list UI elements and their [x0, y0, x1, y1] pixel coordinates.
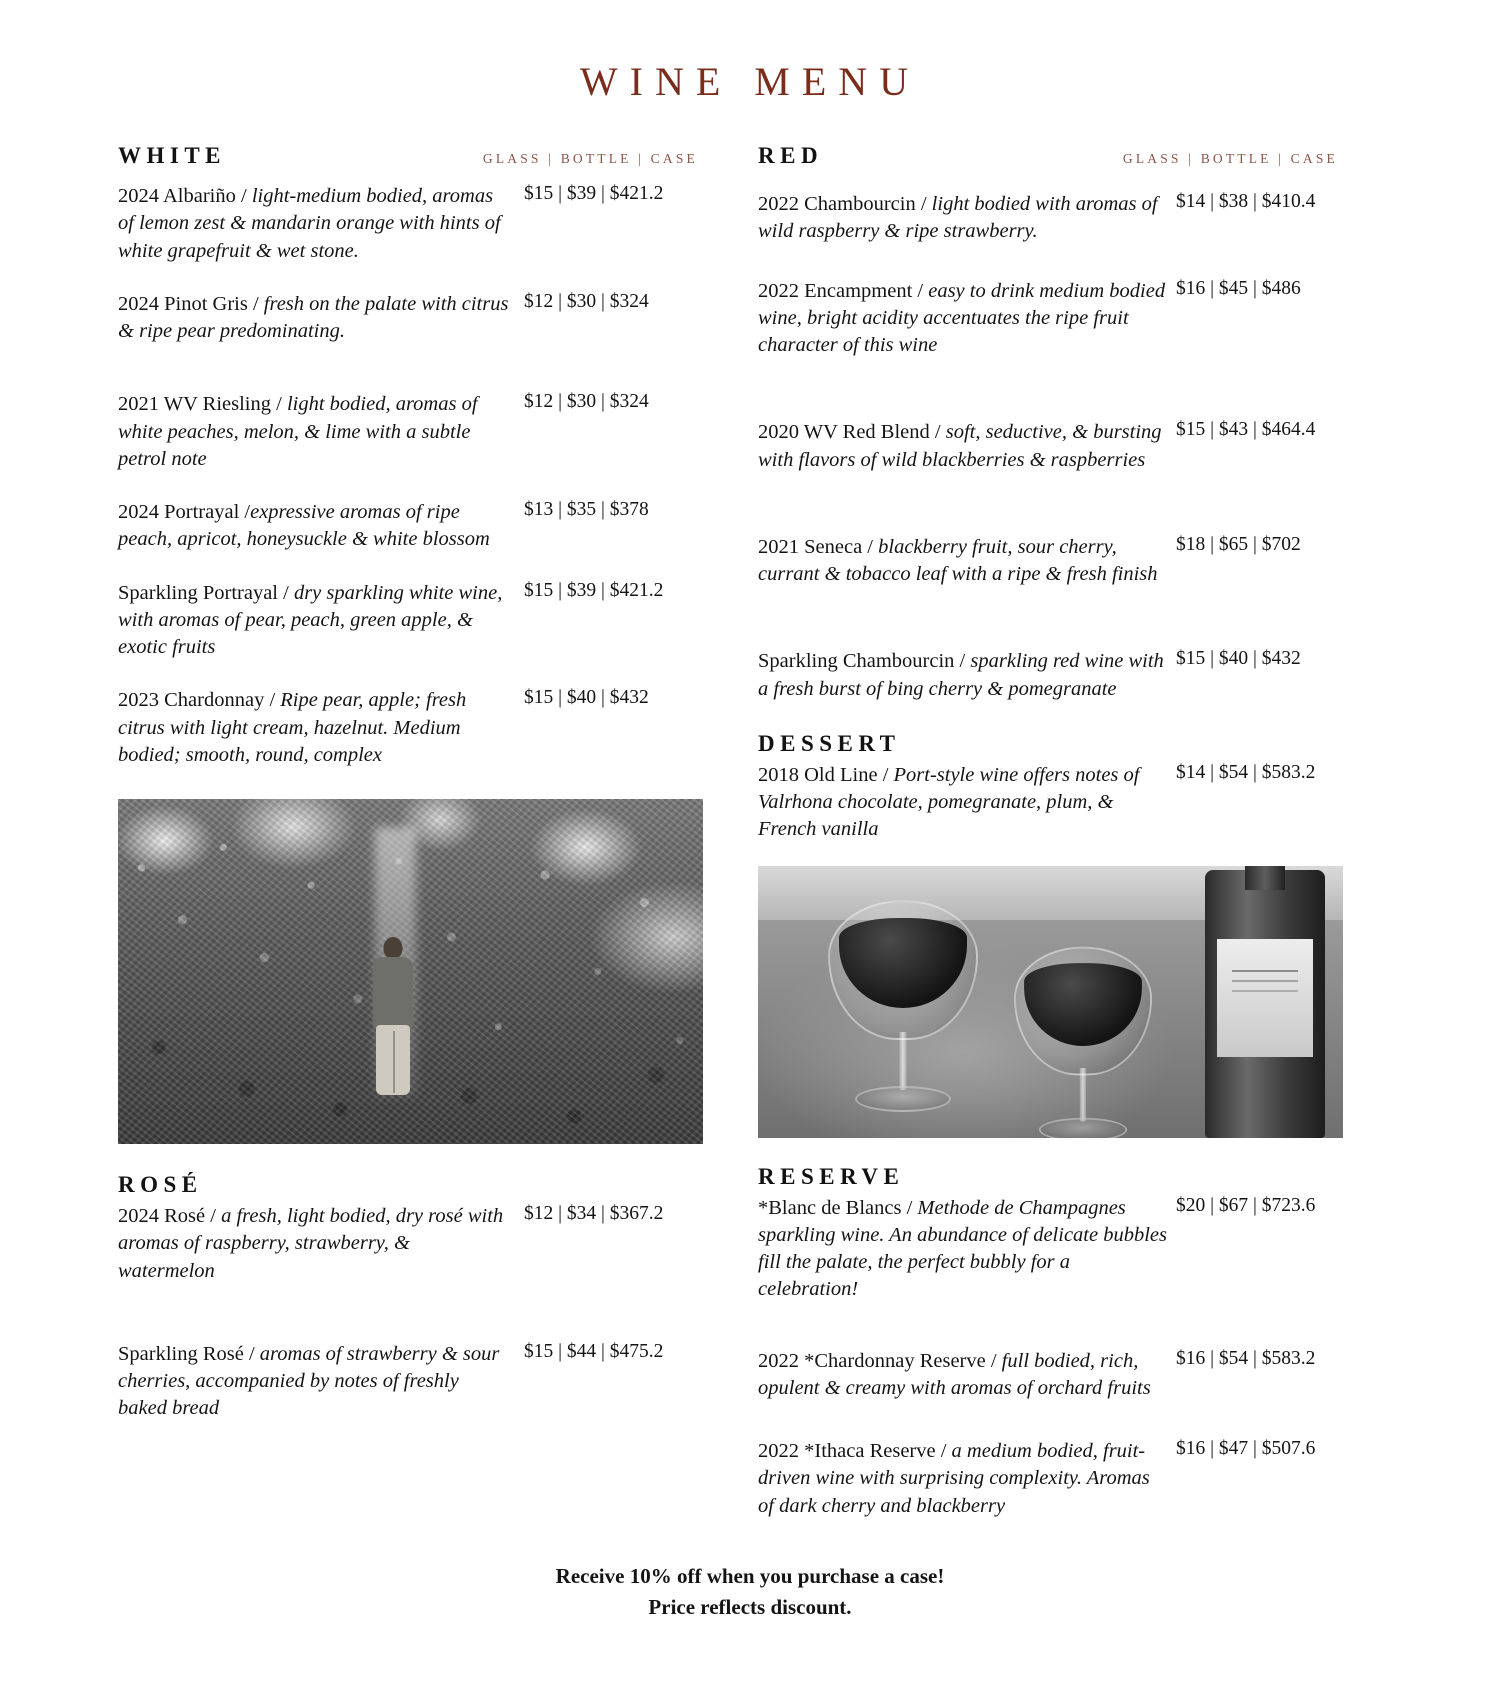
wine-description	[118, 391, 510, 473]
wine-description	[118, 1203, 510, 1285]
wine-note: full bodied, rich, opulent & creamy with aromas of orchard fruits	[758, 1349, 1151, 1399]
wine-note: light bodied, aromas of white peaches, melon, & lime with a subtle petrol note	[118, 393, 478, 470]
wine-description	[118, 1341, 510, 1423]
wine-name: *Blanc de Blancs /	[758, 1196, 918, 1219]
wine-note: blackberry fruit, sour cherry, currant & tobacco leaf with a ripe & fresh finish	[758, 535, 1158, 585]
wine-note: Ripe pear, apple; fresh citrus with light cream, hazelnut. Medium bodied; smooth, round, complex	[118, 689, 467, 766]
wine-price: $15 | $40 | $432	[1176, 648, 1301, 670]
wine-price: $16 | $54 | $583.2	[1176, 1347, 1316, 1369]
section-title-rose: ROSÉ	[118, 1172, 203, 1197]
vineyard-photo	[118, 799, 703, 1144]
glass-stem	[1080, 1068, 1086, 1121]
wine-name: 2022 Encampment /	[758, 279, 929, 302]
menu-columns	[0, 143, 1500, 1520]
list-item	[758, 419, 1338, 474]
wine-name: 2024 Albariño /	[118, 185, 252, 207]
wine-price: $12 | $30 | $324	[524, 391, 649, 413]
list-item	[118, 391, 698, 473]
wine-description	[758, 534, 1170, 589]
wine-description	[118, 687, 510, 769]
glass-bowl	[1014, 946, 1152, 1075]
price-legend-red: GLASS | BOTTLE | CASE	[1122, 151, 1338, 166]
wine-name: 2022 *Ithaca Reserve /	[758, 1440, 952, 1462]
wine-note: soft, seductive, & bursting with flavors of wild blackberries & raspberries	[758, 421, 1162, 471]
wine-note: a medium bodied, fruit-driven wine with surprising complexity. Aromas of dark cherry and blackberry	[758, 1440, 1150, 1517]
wine-price: $15 | $44 | $475.2	[524, 1340, 664, 1362]
section-header-white	[118, 143, 698, 169]
wine-note: aromas of strawberry & sour cherries, accompanied by notes of freshly baked bread	[118, 1342, 500, 1420]
section-header-red	[758, 143, 1338, 169]
wine-name: Sparkling Chambourcin /	[758, 650, 971, 673]
list-item	[118, 1341, 698, 1423]
list-item	[118, 687, 698, 769]
wine-name: 2022 Chambourcin /	[758, 193, 932, 215]
bottle-neck	[1245, 866, 1285, 890]
wine-note: Port-style wine offers notes of Valrhona chocolate, pomegranate, plum, & French vanilla	[758, 763, 1140, 841]
wine-list-white	[118, 183, 698, 769]
wine-description	[758, 191, 1170, 246]
glass-stem	[900, 1032, 907, 1090]
wine-price: $16 | $45 | $486	[1176, 277, 1301, 299]
wine-price: $12 | $30 | $324	[524, 290, 649, 312]
figure-torso	[373, 957, 413, 1029]
section-title-red: RED	[758, 143, 824, 168]
footer-line-1: Receive 10% off when you purchase a case!	[555, 1564, 945, 1589]
glass-bowl	[828, 900, 978, 1040]
glass-wine-fill	[839, 918, 968, 1008]
page-title: WINE MENU	[579, 59, 921, 104]
wine-name: 2024 Rosé /	[118, 1205, 222, 1227]
wine-note: a fresh, light bodied, dry rosé with aromas of raspberry, strawberry, & watermelon	[118, 1205, 504, 1282]
wine-glass-middle	[1014, 946, 1152, 1137]
wine-price: $15 | $39 | $421.2	[524, 579, 664, 601]
wine-list-reserve	[758, 1195, 1338, 1520]
section-title-dessert: DESSERT	[758, 730, 901, 756]
wine-note: expressive aromas of ripe peach, apricot, honeysuckle & white blossom	[118, 501, 490, 551]
wine-note: dry sparkling white wine, with aromas of pear, peach, green apple, & exotic fruits	[118, 581, 503, 658]
list-item	[758, 191, 1338, 246]
figure-head	[383, 937, 402, 959]
wine-description	[758, 1438, 1170, 1520]
wine-price: $14 | $38 | $410.4	[1176, 191, 1316, 212]
glass-wine-fill	[1024, 963, 1142, 1046]
wine-description	[118, 499, 510, 554]
wine-price: $15 | $40 | $432	[524, 687, 649, 709]
column-divider-space	[698, 143, 758, 1520]
wine-list-dessert	[758, 762, 1338, 844]
wine-list-rose	[118, 1203, 698, 1423]
wine-description	[758, 1195, 1170, 1304]
wine-note: Methode de Champagnes sparkling wine. An abundance of delicate bubbles fill the palate, the perfect bubbly for a celebration!	[758, 1196, 1167, 1301]
left-column	[118, 143, 698, 1520]
list-item	[758, 1195, 1338, 1304]
list-item	[118, 183, 698, 265]
list-item	[758, 278, 1338, 360]
wine-bottle	[1205, 870, 1325, 1138]
bottle-label	[1217, 939, 1313, 1057]
wine-glasses-photo	[758, 866, 1343, 1138]
section-title-white: WHITE	[118, 143, 227, 168]
wine-name: Sparkling Rosé /	[118, 1342, 260, 1365]
wine-description	[758, 1348, 1170, 1403]
glass-foot	[1039, 1117, 1127, 1137]
wine-description	[118, 580, 510, 662]
figure-legs	[376, 1025, 410, 1095]
list-item	[758, 534, 1338, 589]
wine-price: $18 | $65 | $702	[1176, 533, 1301, 555]
list-item	[758, 648, 1338, 703]
wine-description	[758, 278, 1170, 360]
footer-line-2: Price reflects discount.	[648, 1594, 852, 1619]
wine-description	[758, 648, 1170, 703]
wine-name: 2024 Portrayal /	[118, 501, 251, 523]
price-legend-white: GLASS | BOTTLE | CASE	[482, 151, 698, 166]
wine-price: $20 | $67 | $723.6	[1176, 1194, 1316, 1216]
glass-foot	[855, 1086, 951, 1112]
wine-name: 2023 Chardonnay /	[118, 689, 281, 712]
list-item	[758, 1348, 1338, 1403]
wine-description	[118, 183, 510, 265]
vineyard-person-figure	[370, 937, 416, 1097]
list-item	[118, 499, 698, 554]
list-item	[118, 1203, 698, 1285]
wine-list-red	[758, 191, 1338, 703]
wine-name: 2021 Seneca /	[758, 535, 879, 558]
wine-name: 2022 *Chardonnay Reserve /	[758, 1349, 1002, 1372]
wine-price: $15 | $43 | $464.4	[1176, 419, 1316, 441]
list-item	[758, 1438, 1338, 1520]
list-item	[118, 291, 698, 346]
wine-note: fresh on the palate with citrus & ripe pear predominating.	[118, 292, 509, 342]
wine-name: 2020 WV Red Blend /	[758, 421, 946, 444]
footer-note	[0, 1561, 1500, 1622]
section-title-reserve: RESERVE	[758, 1163, 905, 1189]
right-column	[758, 143, 1338, 1520]
wine-name: Sparkling Portrayal /	[118, 581, 294, 604]
wine-description	[118, 291, 510, 346]
wine-note: easy to drink medium bodied wine, bright acidity accentuates the ripe fruit character of this wine	[758, 279, 1166, 356]
wine-price: $15 | $39 | $421.2	[524, 183, 664, 204]
wine-price: $12 | $34 | $367.2	[524, 1203, 664, 1224]
wine-price: $14 | $54 | $583.2	[1176, 761, 1316, 783]
wine-price: $16 | $47 | $507.6	[1176, 1438, 1316, 1459]
wine-note: sparkling red wine with a fresh burst of bing cherry & pomegranate	[758, 650, 1164, 700]
wine-note: light bodied with aromas of wild raspberry & ripe strawberry.	[758, 193, 1158, 243]
wine-price: $13 | $35 | $378	[524, 499, 649, 520]
wine-note: light-medium bodied, aromas of lemon zest & mandarin orange with hints of white grapefruit & wet stone.	[118, 185, 501, 262]
wine-description	[758, 419, 1170, 474]
wine-name: 2024 Pinot Gris /	[118, 292, 264, 315]
wine-name: 2021 WV Riesling /	[118, 393, 287, 416]
wine-description	[758, 762, 1170, 844]
wine-glass-front	[828, 900, 978, 1115]
wine-name: 2018 Old Line /	[758, 763, 894, 786]
list-item	[118, 580, 698, 662]
list-item	[758, 762, 1338, 844]
